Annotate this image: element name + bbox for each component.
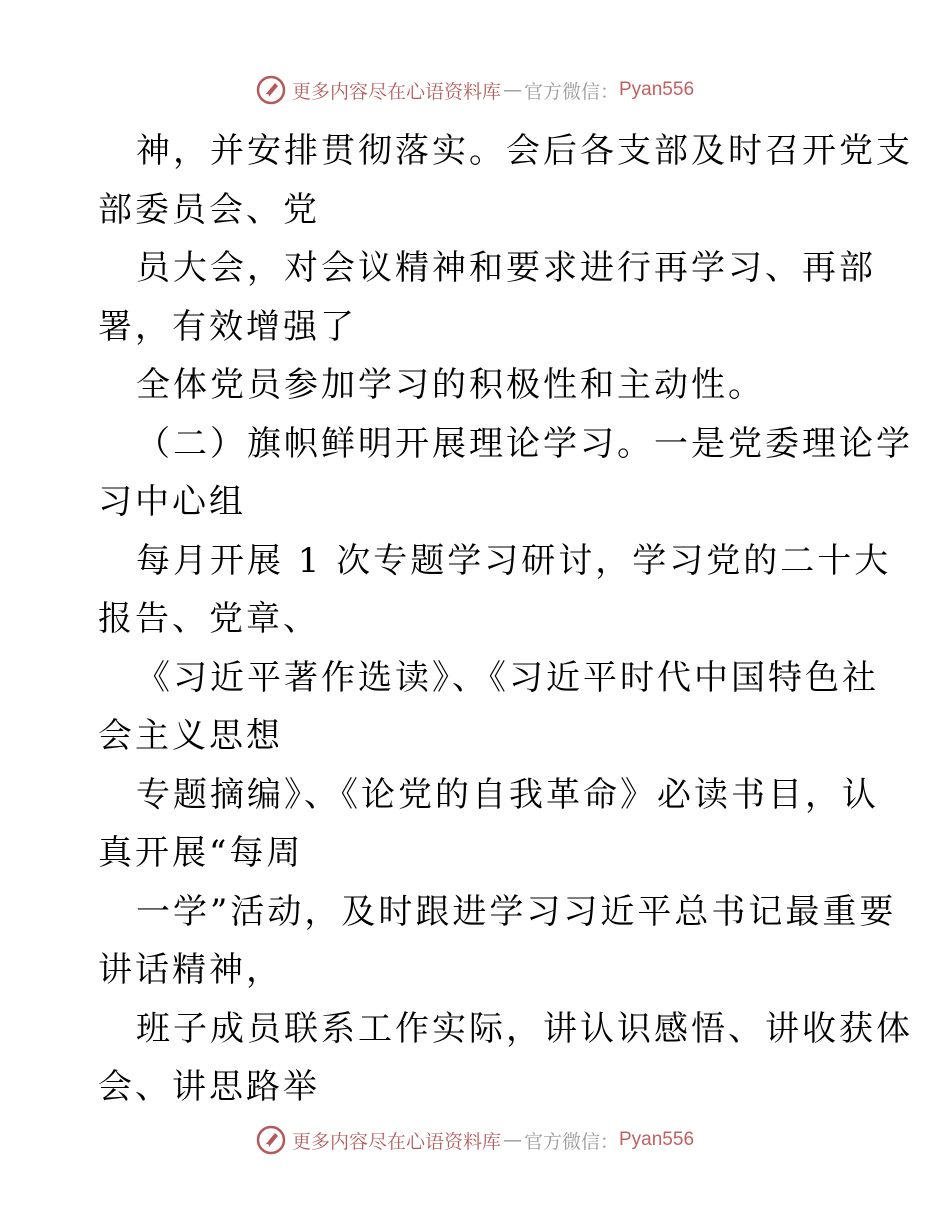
text-line: 神，并安排贯彻落实。会后各支部及时召开党支 [136, 131, 913, 171]
text-line: 报告、党章、 [98, 599, 320, 639]
banner-wechat-label: 官方微信： [523, 1130, 619, 1153]
text-line: 《习近平著作选读》、《习近平时代中国特色社 [136, 657, 879, 698]
footer-banner [0, 1120, 950, 1160]
text-line: 讲话精神， [98, 950, 283, 990]
text-line: 会主义思想 [98, 716, 283, 756]
text-line: 真开展“每周 [98, 833, 304, 873]
banner-wechat-id: Pyan556 [619, 1129, 695, 1150]
text-line: 每月开展 1 次专题学习研讨，学习党的二十大 [136, 540, 892, 581]
text-line: 部委员会、党 [98, 189, 320, 230]
text-line: 一学”活动，及时跟进学习习近平总书记最重要 [136, 891, 897, 932]
pen-nib-logo-icon [256, 1125, 286, 1155]
text-line: 署，有效增强了 [98, 306, 357, 347]
text-line: 员大会，对会议精神和要求进行再学习、再部 [136, 248, 876, 288]
banner-separator: — [502, 1129, 522, 1151]
pen-nib-logo-icon [256, 75, 286, 105]
text-line: 习中心组 [98, 482, 246, 522]
text-line: （二）旗帜鲜明开展理论学习。一是党委理论学 [136, 423, 913, 464]
header-banner [0, 70, 950, 110]
text-line: 全体党员参加学习的积极性和主动性。 [136, 365, 765, 405]
document-body [98, 122, 913, 1117]
banner-separator: — [502, 79, 522, 101]
banner-brand-text: 更多内容尽在心语资料库 [291, 80, 501, 103]
banner-wechat-id: Pyan556 [619, 79, 695, 100]
text-line: 班子成员联系工作实际，讲认识感悟、讲收获体 [136, 1008, 913, 1049]
text-line: 专题摘编》、《论党的自我革命》必读书目，认 [136, 774, 879, 815]
text-line: 会、讲思路举 [98, 1067, 320, 1107]
banner-wechat-label: 官方微信： [523, 80, 619, 103]
banner-brand-text: 更多内容尽在心语资料库 [291, 1130, 501, 1153]
